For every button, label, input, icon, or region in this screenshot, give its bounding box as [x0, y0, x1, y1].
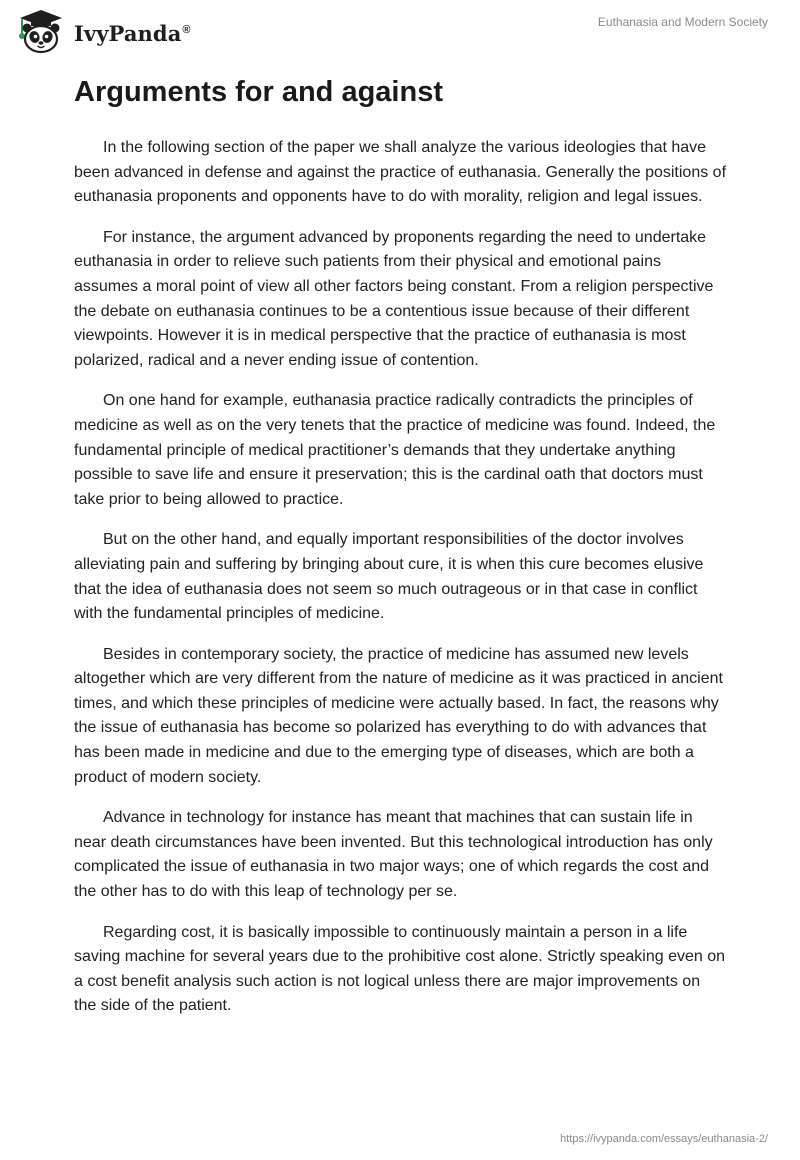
paragraph-7: Regarding cost, it is basically impossible to continuously maintain a person in a life saving machine for several years due to the prohibitive cost alone. Strictly speaking even on a cost benefit analysis such action is not logical unless there are major improvements on the side of the patient. — [74, 923, 726, 1015]
paragraph-4: But on the other hand, and equally important responsibilities of the doctor involves alleviating pain and suffering by bringing about cure, it is when this cure becomes elusive that the idea of euthanasia does not seem so much outrageous or in that case in conflict with the fundamental principles of medicine. — [74, 531, 704, 623]
brand-logo[interactable] — [14, 8, 191, 54]
paragraph-3: On one hand for example, euthanasia practice radically contradicts the principles of medicine as well as on the very tenets that the practice of medicine was found. Indeed, the fundamental principle of medical practitioner’s demands that they undertake anything possible to save life and ensure it preservation; this is the cardinal oath that doctors must take prior to being allowed to practice. — [74, 392, 716, 508]
document-title: Euthanasia and Modern Society — [597, 15, 768, 29]
source-url[interactable]: https://ivypanda.com/essays/euthanasia-2/ — [560, 1133, 768, 1145]
article-content — [74, 70, 726, 1035]
panda-graduate-logo-icon — [14, 8, 68, 54]
brand-name: IvyPanda® — [74, 20, 191, 46]
registered-mark: ® — [182, 23, 191, 36]
paragraph-1: In the following section of the paper we shall analyze the various ideologies that have been advanced in defense and against the practice of euthanasia. Generally the positions of euthanasia proponents and opponents have to do with morality, religion and legal issues. — [74, 139, 727, 206]
section-heading: Arguments for and against — [74, 76, 443, 108]
paragraph-5: Besides in contemporary society, the practice of medicine has assumed new levels altogether which are very different from the nature of medicine as it was practiced in ancient times, and which these principles of medicine were actually based. In fact, the reasons why the issue of euthanasia has become so polarized has everything to do with advances that has been made in medicine and due to the emerging type of diseases, which are both a product of modern society. — [74, 645, 723, 786]
paragraph-6: Advance in technology for instance has meant that machines that can sustain life in near death circumstances have been invented. But this technological introduction has only complicated the issue of euthanasia in two major ways; one of which regards the cost and the other has to do with this leap of technology per se. — [74, 809, 713, 901]
paragraph-2: For instance, the argument advanced by proponents regarding the need to undertake euthanasia in order to relieve such patients from their physical and emotional pains assumes a moral point of view all other factors being constant. From a religion perspective the debate on euthanasia continues to be a contentious issue because of their different viewpoints. However it is in medical perspective that the practice of euthanasia is most polarized, radical and a never ending issue of contention. — [74, 228, 714, 369]
page-header — [0, 0, 800, 60]
